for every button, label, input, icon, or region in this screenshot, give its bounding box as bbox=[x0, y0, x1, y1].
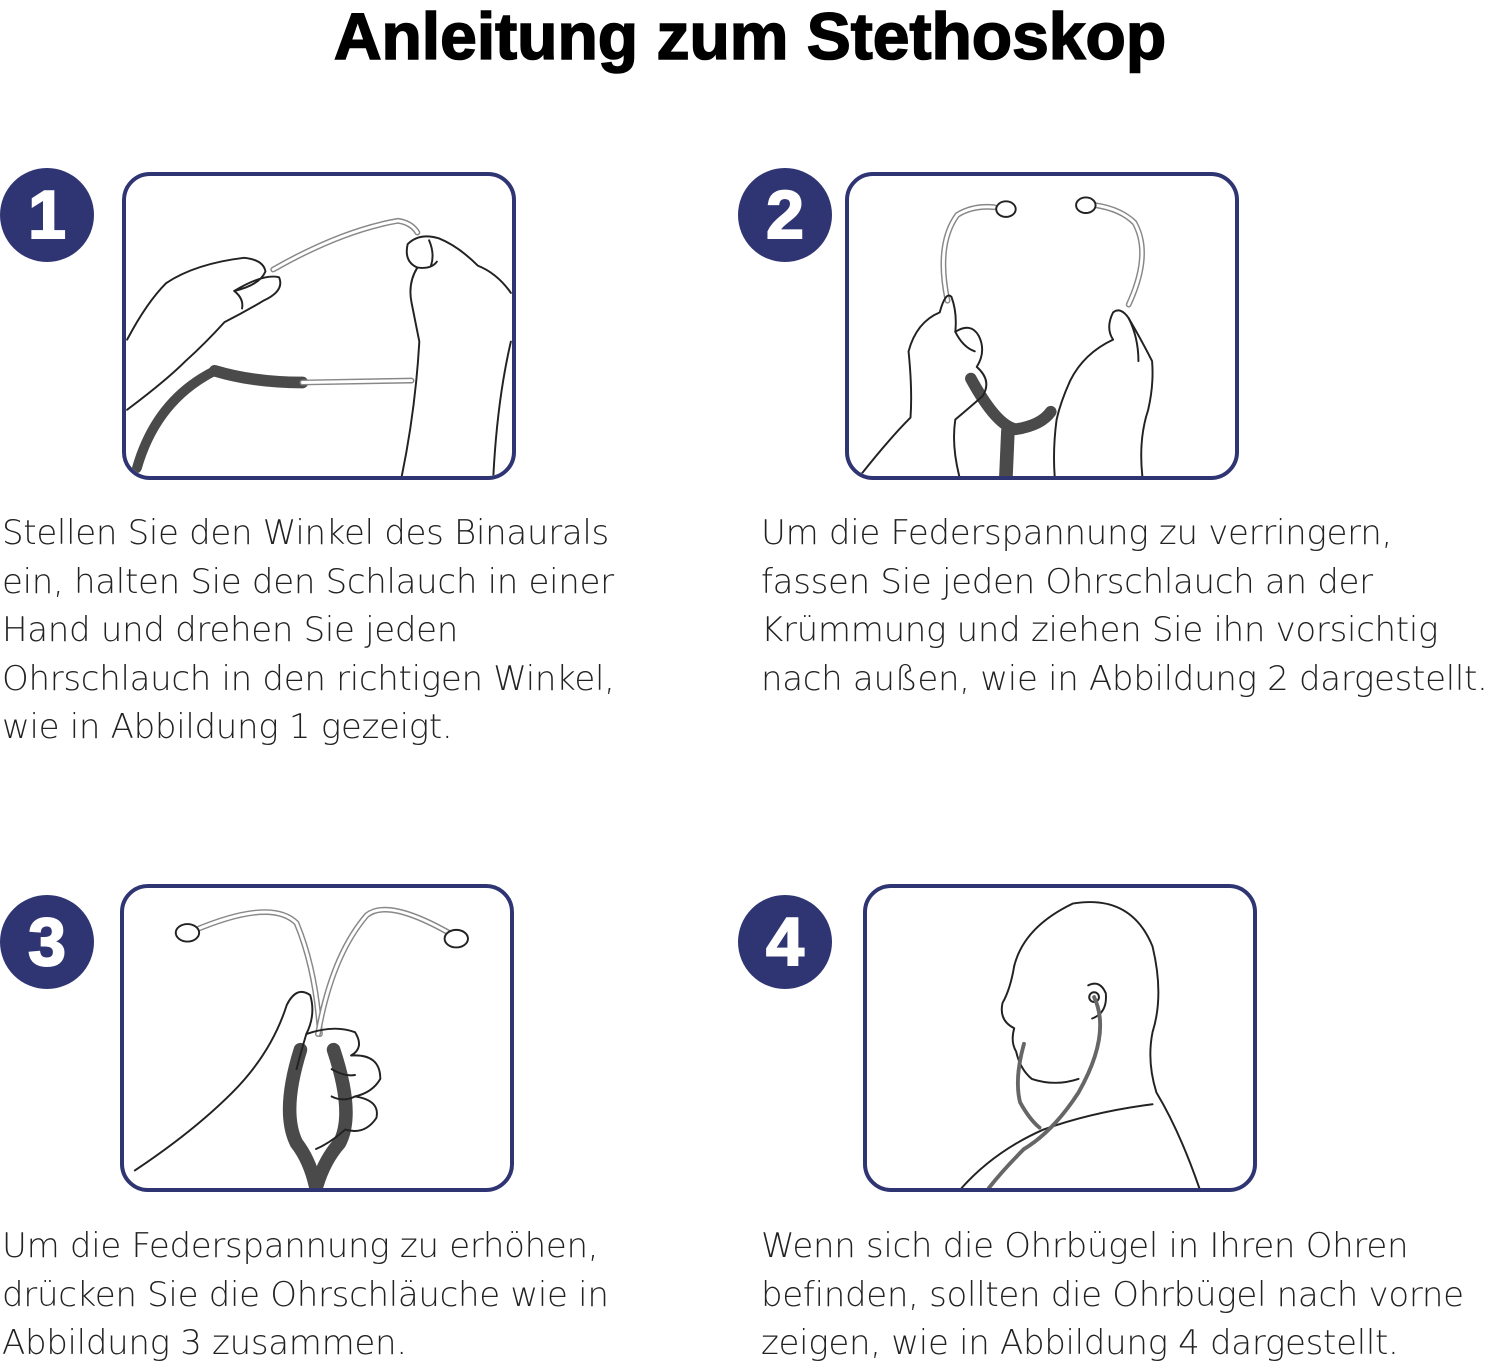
step-number-badge: 2 bbox=[738, 168, 832, 262]
step-number-badge: 3 bbox=[0, 895, 94, 989]
step-number-badge: 4 bbox=[738, 895, 832, 989]
step-description: Stellen Sie den Winkel des Binaurals ein, halten Sie den Schlauch in einer Hand und drehen Sie jeden Ohrschlauch in den richtigen Winkel, wie in Abbildung 1 gezeigt. bbox=[2, 513, 615, 747]
illustration-frame bbox=[845, 172, 1239, 480]
illustration-frame bbox=[863, 884, 1257, 1192]
step-number-badge: 1 bbox=[0, 168, 94, 262]
person-wearing-stethoscope-icon bbox=[867, 888, 1253, 1188]
hand-squeezing-eartubes-icon bbox=[124, 888, 510, 1188]
page-title: Anleitung zum Stethoskop bbox=[333, 0, 1167, 73]
step-description: Wenn sich die Ohrbügel in Ihren Ohren befinden, sollten die Ohrbügel nach vorne zeigen, wie in Abbildung 4 dargestellt. bbox=[761, 1226, 1464, 1363]
hands-pulling-eartubes-apart-icon bbox=[849, 176, 1235, 476]
hands-twisting-binaural-icon bbox=[126, 176, 512, 476]
illustration-frame bbox=[122, 172, 516, 480]
step-description: Um die Federspannung zu erhöhen, drücken Sie die Ohrschläuche wie in Abbildung 3 zusammen. bbox=[2, 1226, 609, 1363]
step-description: Um die Federspannung zu verringern, fassen Sie jeden Ohrschlauch an der Krümmung und ziehen Sie ihn vorsichtig nach außen, wie in Abbildung 2 dargestellt. bbox=[761, 513, 1488, 699]
illustration-frame bbox=[120, 884, 514, 1192]
